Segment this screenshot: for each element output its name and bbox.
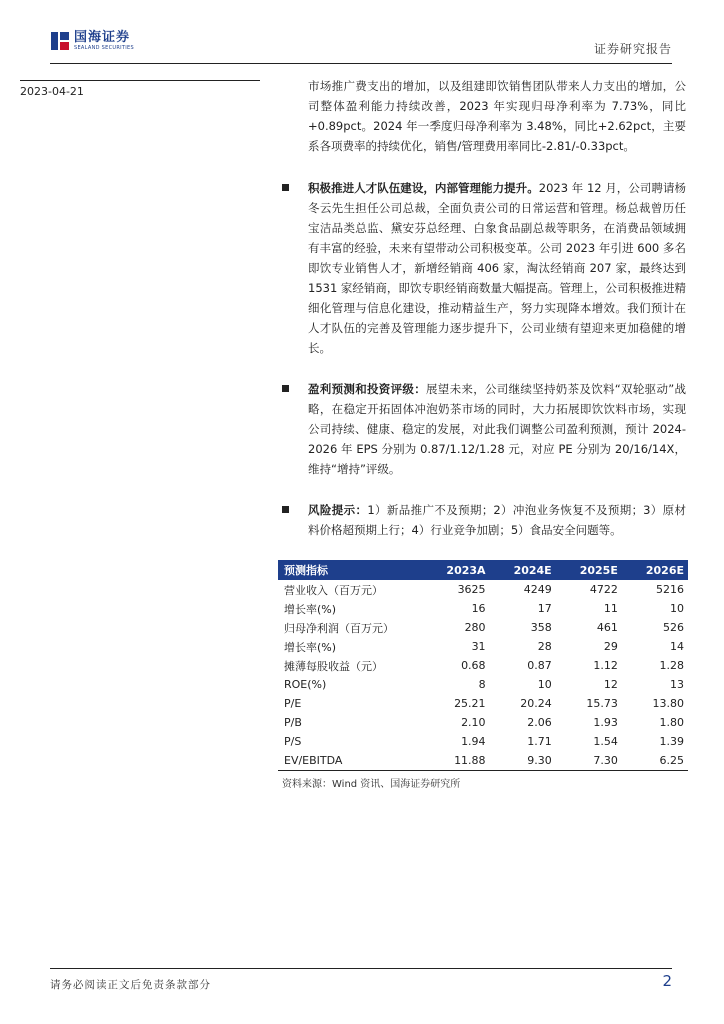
forecast-table-section: [278, 560, 688, 790]
value-cell: 11.88: [422, 751, 490, 771]
row-label-cell: 增长率(%): [284, 640, 337, 654]
value-cell: 14: [670, 640, 684, 653]
footer-disclaimer: 请务必阅读正文后免责条款部分: [50, 979, 211, 991]
value-cell: 9.30: [490, 751, 556, 771]
value-cell: 4722: [589, 583, 618, 596]
table-header-row: [278, 560, 688, 580]
row-label-cell: 归母净利润（百万元）: [284, 621, 394, 635]
value-cell: 1.12: [593, 659, 618, 672]
report-date: 2023-04-21: [20, 85, 84, 98]
value-cell: 0.68: [461, 659, 486, 672]
bullet-title: 风险提示：: [308, 503, 368, 517]
bullet-title: 盈利预测和投资评级：: [308, 382, 426, 396]
bullet-body: 1）新品推广不及预期；2）冲泡业务恢复不及预期；3）原材料价格超预期上行；4）行业竞争加剧；5）食品安全问题等。: [308, 503, 686, 537]
value-cell: 13.80: [652, 697, 684, 710]
page-number: 2: [662, 972, 672, 990]
bullet-body: 展望未来，公司继续坚持奶茶及饮料“双轮驱动”战略，在稳定开拓固体冲泡奶茶市场的同时，大力拓展即饮饮料市场，实现公司持续、健康、稳定的发展，对此我们调整公司盈利预测，预计 2024-2026 年 EPS 分别为 0.87/1.12/1.28 元，对应 PE 分别为 20/16/14X，维持“增持”评级。: [308, 382, 686, 476]
header-divider: [50, 63, 672, 64]
value-cell: 5216: [656, 583, 684, 596]
value-cell: 358: [530, 621, 552, 634]
value-cell: 10: [537, 678, 552, 691]
row-label-cell: P/B: [284, 716, 302, 729]
table-row: [278, 637, 688, 656]
value-cell: 28: [537, 640, 552, 653]
main-content: [308, 76, 686, 561]
table-row: [278, 713, 688, 732]
value-cell: 1.54: [593, 735, 618, 748]
value-cell: 10: [670, 602, 684, 615]
table-row: [278, 599, 688, 618]
value-cell: 20.24: [520, 697, 552, 710]
value-cell: 2.06: [527, 716, 552, 729]
bullet-risk: [308, 500, 686, 540]
table-header-cell: 2023A: [422, 560, 490, 580]
page-header: [0, 0, 724, 64]
value-cell: 29: [603, 640, 618, 653]
table-row: [278, 694, 688, 713]
value-cell: 461: [596, 621, 618, 634]
table-header-cell: 2026E: [622, 560, 688, 580]
table-row: [278, 751, 688, 771]
row-label-cell: 营业收入（百万元）: [284, 583, 383, 597]
value-cell: 17: [537, 602, 552, 615]
value-cell: 2.10: [461, 716, 486, 729]
value-cell: 526: [663, 621, 684, 634]
row-label-cell: P/S: [284, 735, 302, 748]
table-row: [278, 732, 688, 751]
value-cell: 1.28: [659, 659, 684, 672]
bullet-square-icon: [282, 506, 289, 513]
intro-paragraph: 市场推广费支出的增加，以及组建即饮销售团队带来人力支出的增加，公司整体盈利能力持续改善，2023 年实现归母净利率为 7.73%，同比+0.89pct。2024 年一季度归母净利率为 3.48%，同比+2.62pct，主要系各项费率的持续优化，销售/管理费用率同比-2.81/-0.33pct。: [308, 79, 686, 153]
value-cell: 0.87: [527, 659, 552, 672]
value-cell: 1.71: [527, 735, 552, 748]
row-label-cell: ROE(%): [284, 678, 327, 691]
value-cell: 16: [471, 602, 486, 615]
value-cell: 6.25: [622, 751, 688, 771]
table-header-cell: 2025E: [556, 560, 622, 580]
bullet-title: 积极推进人才队伍建设，内部管理能力提升。: [308, 181, 539, 195]
bullet-square-icon: [282, 184, 289, 191]
value-cell: 1.80: [659, 716, 684, 729]
logo-name-cn: 国海证券: [74, 30, 131, 45]
row-label-cell: 增长率(%): [284, 602, 337, 616]
value-cell: 31: [471, 640, 486, 653]
bullet-talent: [308, 178, 686, 358]
report-type-label: 证券研究报告: [593, 42, 672, 56]
forecast-table: [278, 560, 688, 771]
table-source: 资料来源：Wind 资讯、国海证券研究所: [282, 779, 461, 790]
table-row: [278, 656, 688, 675]
row-label-cell: P/E: [284, 697, 302, 710]
value-cell: 8: [478, 678, 486, 691]
value-cell: 280: [464, 621, 486, 634]
table-body: [278, 580, 688, 771]
logo-icon: [50, 30, 70, 52]
footer-divider: [50, 968, 672, 969]
value-cell: 11: [603, 602, 618, 615]
value-cell: 3625: [457, 583, 486, 596]
table-row: [278, 618, 688, 637]
value-cell: 4249: [523, 583, 552, 596]
value-cell: 1.39: [659, 735, 684, 748]
value-cell: 15.73: [586, 697, 618, 710]
bullet-square-icon: [282, 385, 289, 392]
table-row: [278, 580, 688, 599]
logo-name-en: SEALAND SECURITIES: [74, 45, 134, 51]
value-cell: 13: [670, 678, 684, 691]
value-cell: 25.21: [454, 697, 486, 710]
table-header-cell: 2024E: [490, 560, 556, 580]
value-cell: 1.93: [593, 716, 618, 729]
row-label-cell: EV/EBITDA: [278, 751, 422, 771]
date-divider: [20, 80, 260, 81]
table-header-cell: 预测指标: [278, 560, 422, 580]
value-cell: 1.94: [461, 735, 486, 748]
company-logo: [50, 30, 134, 52]
bullet-forecast: [308, 379, 686, 479]
bullet-body: 2023 年 12 月，公司聘请杨冬云先生担任公司总裁，全面负责公司的日常运营和管理。杨总裁曾历任宝洁品类总监、黛安芬总经理、白象食品副总裁等职务，在消费品领域拥有丰富的经验，未来有望带动公司积极变革。公司 2023 年引进 600 多名即饮专业销售人才，新增经销商 406 家，淘汰经销商 207 家，最终达到 1531 家经销商，即饮专职经销商数量大幅提高。管理上，公司积极推进精细化管理与信息化建设，推动精益生产，努力实现降本增效。我们预计在人才队伍的完善及管理能力逐步提升下，公司业绩有望迎来更加稳健的增长。: [308, 181, 686, 355]
value-cell: 12: [603, 678, 618, 691]
row-label-cell: 摊薄每股收益（元）: [284, 659, 383, 673]
table-row: [278, 675, 688, 694]
value-cell: 7.30: [556, 751, 622, 771]
